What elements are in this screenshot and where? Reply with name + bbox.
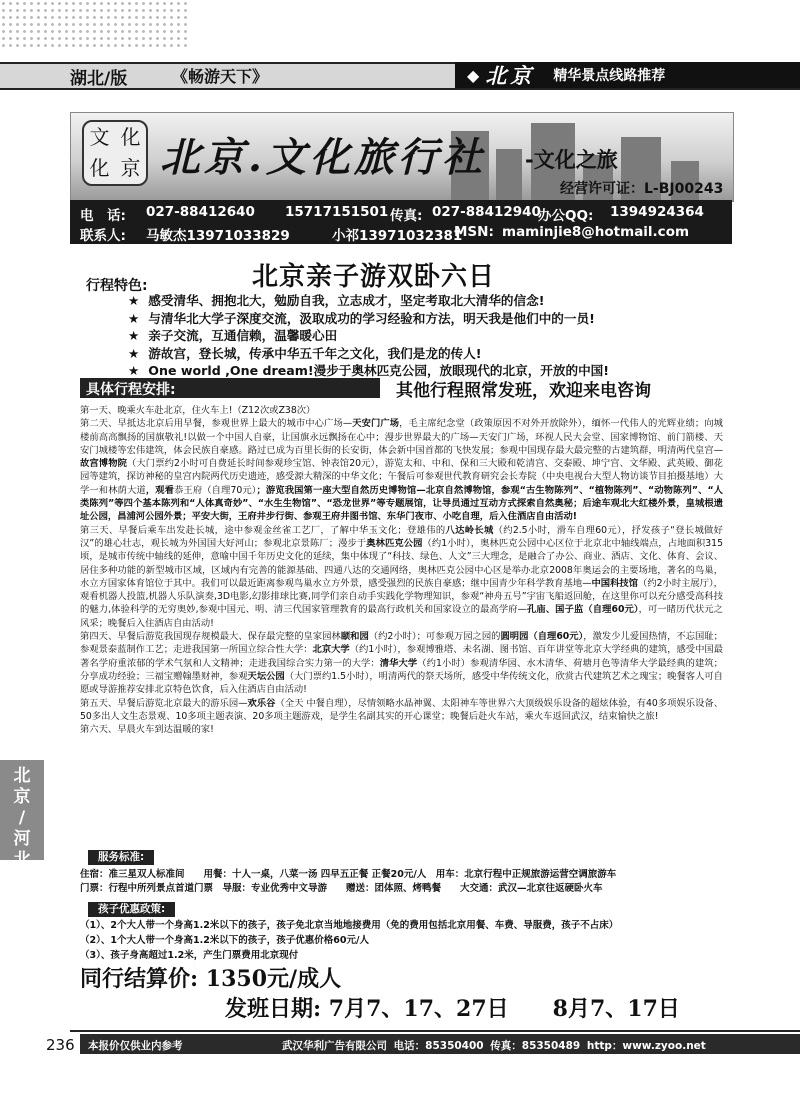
feature-item: ★ 感受清华、拥抱北大，勉励自我，立志成才，坚定考取北大清华的信念! bbox=[128, 293, 545, 308]
features-label: 行程特色: bbox=[86, 278, 148, 294]
footer-publisher: 武汉华利广告有限公司 电话：85350400 传真：85350489 http：www.zyoo.net bbox=[282, 1040, 706, 1052]
dates-label: 发班日期: bbox=[225, 996, 322, 1022]
star-icon: ★ bbox=[128, 293, 140, 308]
fax-label: 传真: bbox=[390, 208, 423, 224]
tour-title: 北京亲子游双卧六日 bbox=[252, 262, 496, 292]
itinerary bbox=[80, 404, 723, 840]
departure-dates bbox=[225, 992, 680, 1023]
service-line: 住宿：准三星双人标准间 用餐：十人一桌，八菜一汤 四早五正餐 正餐20元/人 用车：北京行程中正规旅游运营空调旅游车 bbox=[80, 869, 617, 880]
qq-number: 1394924364 bbox=[610, 204, 704, 220]
star-icon: ★ bbox=[128, 328, 140, 344]
service-standard-tag: 服务标准: bbox=[88, 850, 154, 865]
region-side-tab: 北 京 / 河 北 bbox=[0, 760, 44, 860]
itinerary-day: 第六天、早晨火车到达温暖的家! bbox=[80, 724, 214, 736]
qq-label: 办公QQ: bbox=[538, 208, 594, 224]
msn-address: maminjie8@hotmail.com bbox=[502, 224, 690, 240]
price-label: 同行结算价: bbox=[80, 966, 199, 992]
kids-policy bbox=[80, 918, 618, 963]
service-standard bbox=[80, 868, 725, 896]
section-subtitle: 精华景点线路推荐 bbox=[553, 68, 666, 84]
phone-number: 027-88412640 bbox=[146, 204, 255, 220]
star-icon: ★ bbox=[128, 363, 140, 379]
itinerary-day: 第三天、早餐后乘车出发赴长城，途中参观金丝雀工艺厂，了解中华玉文化；登雄伟的八达岭长城（约2.5小时，滑车自理60元），抒发孩子“登长城做好汉”的雄心壮志，观长城为外国国大好河山；参观北京景陈厂；漫步于奥林匹克公园（约1小时），奥林匹克公园中心区位于北京北中轴线端点，占地面积315顷，是城市传统中轴线的延伸，意喻中国千年历史文化的延续，集中体现了“科技、绿色、人文”三大理念，是融合了办公、商业、酒店、文化、体育、会议、居住多种功能的新型城市区域，区域内有完善的能源基础、四通八达的交通网络，奥林匹克公园中心区是举办北京2008年奥运会的主要场地，著名的鸟巢，水立方国家体育馆位于其中。我们可以最近距离参观鸟巢水立方外景，感受强烈的民族自豪感；继中国青少年科学教育基地—中国科技馆（约2小时主展厅），观看机器人投篮,机器人乐队演奏,3D电影,幻影排球比赛,同学们亲自动手实践化学物理知识，参观“神舟五号”宇宙飞船返回舱，在这里你可以充分感受高科技的魅力,体验科学的无穷奥妙,参观中国元、明、清三代国家管理教育的最高行政机关和国家设立的最高学府—孔庙、国子监（自理60元），可一睹历代状元之风采；晚餐后入住酒店自由活动! bbox=[80, 524, 723, 629]
region-label: 湖北/版 bbox=[70, 69, 128, 89]
mobile-number: 15717151501 bbox=[285, 204, 389, 220]
dot-pattern-decoration bbox=[0, 0, 190, 50]
contact-person-label: 联系人: bbox=[80, 228, 126, 244]
feature-item: ★ 游故宫，登长城，传承中华五千年之文化，我们是龙的传人! bbox=[128, 345, 482, 361]
diamond-icon: ◆ bbox=[467, 65, 480, 85]
schedule-label: 具体行程安排: bbox=[86, 382, 176, 398]
page-number: 236 bbox=[46, 1036, 75, 1054]
itinerary-day: 第四天、早餐后游览我国现存规模最大、保存最完整的皇家园林颐和园（约2小时）；可参观万园之园的圆明园（自理60元），激发少儿爱国热情，不忘国耻；参观景泰蓝制作工艺；走进我国第一所国立综合性大学：北京大学（约1小时），参观博雅塔、未名湖、图书馆、百年讲堂等北京大学经典的建筑，感受中国最著名学府重浓郁的学术气氛和人文精神；走进我国综合实力第一的大学：清华大学（约1小时）参观清华园、水木清华、荷塘月色等清华大学最经典的建筑；分享成功经验；三福宝赠翰墨财神，参观天坛公园（大门票约1.5小时），明清两代的祭天场所，感受中华传统文化，欣赏古代建筑艺术之瑰宝；晚餐客人可自愿或导游推荐安排北京特色饮食，后入住酒店自由活动! bbox=[80, 631, 723, 696]
section-city: 北京 bbox=[485, 63, 536, 88]
service-line: 门票：行程中所列景点首道门票 导服：专业优秀中文导游 赠送：团体照、烤鸭餐 大交通：武汉—北京往返硬卧火车 bbox=[80, 883, 603, 894]
phone-label: 电 话: bbox=[80, 208, 126, 224]
dates-value: 7月7、17、27日 8月7、17日 bbox=[328, 996, 680, 1022]
footer-rule bbox=[70, 1030, 800, 1032]
price-value: 1350元/成人 bbox=[205, 966, 342, 992]
contact-person: 马敏杰13971033829 bbox=[146, 228, 290, 244]
agency-subtitle: -文化之旅 bbox=[525, 148, 618, 172]
feature-item: ★ One world ,One dream!漫步于奥林匹克公园，放眼现代的北京，开放的中国! bbox=[128, 363, 610, 379]
msn-label: MSN: bbox=[454, 224, 494, 240]
kids-policy-item: （3）、孩子身高超过1.2米，产生门票费用北京现付 bbox=[80, 950, 299, 961]
kids-policy-tag: 孩子优惠政策: bbox=[88, 902, 175, 917]
feature-item: ★ 与清华北大学子深度交流，汲取成功的学习经验和方法，明天我是他们中的一员! bbox=[128, 310, 595, 326]
star-icon: ★ bbox=[128, 345, 140, 361]
itinerary-day: 第五天、早餐后游览北京最大的游乐园—欢乐谷（全天 中餐自理），尽情领略水晶神翼、太阳神车等世界六大顶级娱乐设备的超炫体验，有40多项娱乐设备、50多出人文生态景观、10多项主题表演、20多项主题游戏，是学生名副其实的开心课堂；晚餐后赴火车站，乘火车返回武汉，结束愉快之旅! bbox=[80, 697, 723, 722]
section-header bbox=[455, 62, 800, 88]
agency-logo: 文 化 化 京 bbox=[82, 120, 148, 186]
itinerary-day: 第一天、晚乘火车赴北京，住火车上!（Z12次或Z38次） bbox=[80, 405, 316, 416]
fax-number: 027-88412940 bbox=[432, 204, 541, 220]
license-number: 经营许可证：L-BJ00243 bbox=[560, 181, 724, 197]
magazine-name: 《畅游天下》 bbox=[172, 67, 269, 86]
footer-note: 本报价仅供业内参考 bbox=[88, 1040, 183, 1052]
feature-list bbox=[128, 292, 609, 380]
star-icon: ★ bbox=[128, 310, 140, 326]
other-tours-note: 其他行程照常发班，欢迎来电咨询 bbox=[396, 381, 651, 401]
feature-item: ★ 亲子交流，互通信赖，温馨暖心田 bbox=[128, 328, 338, 344]
contact-person-2: 小祁13971032381 bbox=[332, 228, 463, 244]
kids-policy-item: （2）、1个大人带一个身高1.2米以下的孩子，孩子优惠价格60元/人 bbox=[80, 935, 369, 946]
kids-policy-item: （1）、2个大人带一个身高1.2米以下的孩子，孩子免北京当地地接费用（免的费用包括北京用餐、车费、导服费，孩子不占床） bbox=[80, 920, 619, 931]
price-line bbox=[80, 962, 341, 993]
agency-name: 北京.文化旅行社 bbox=[160, 134, 486, 181]
itinerary-day: 第二天、早抵达北京后用早餐，参观世界上最大的城市中心广场—天安门广场，毛主席纪念堂（政策原因不对外开放除外），缅怀一代伟人的光辉业绩；向城楼前高高飘扬的国旗敬礼!以做一个中国人自豪，让国旗永远飘扬在心中；漫步世界最大的广场—天安门广场，环视人民大会堂、国家博物馆、前门箭楼、天安门城楼等宏伟建筑，体会民族自豪感。路过已成为百里长街的长安街，体会新中国首都的飞快发展；参观中国现存最大最完整的古建筑群，明清两代皇宫—故宫博物院（大门票约2小时可自费延长时间参观珍宝馆、钟表馆20元），游览太和、中和、保和三大殿和乾清宫、交泰殿、坤宁宫、文华殿、武英殿、御花园等建筑，探访神秘的皇宫内院两代历史遗迹，感受源大精深的中华文化；午餐后可参观世代教育研究会长寿院（中央电视台大型人物访谈节目拍摄基地）大学一和林荫大道，观看恭王府（自理70元）；游览我国第一座大型自然历史博物馆—北京自然博物馆，参观“古生物陈列”、“植物陈列”、“动物陈列”、“人类陈列”等四个基本陈列和“人体真奇妙”、“水生生物馆”、“恐龙世界”等专题展馆，让导员通过互动方式探索自然奥秘；后途车观北大红楼外景，皇城根遗址公园，昌浦河公园外景；平安大街，王府井步行街、参观王府井图书馆、东华门夜市、小吃自理，后入住酒店自由活动! bbox=[80, 418, 723, 523]
contact-panel bbox=[70, 200, 732, 244]
